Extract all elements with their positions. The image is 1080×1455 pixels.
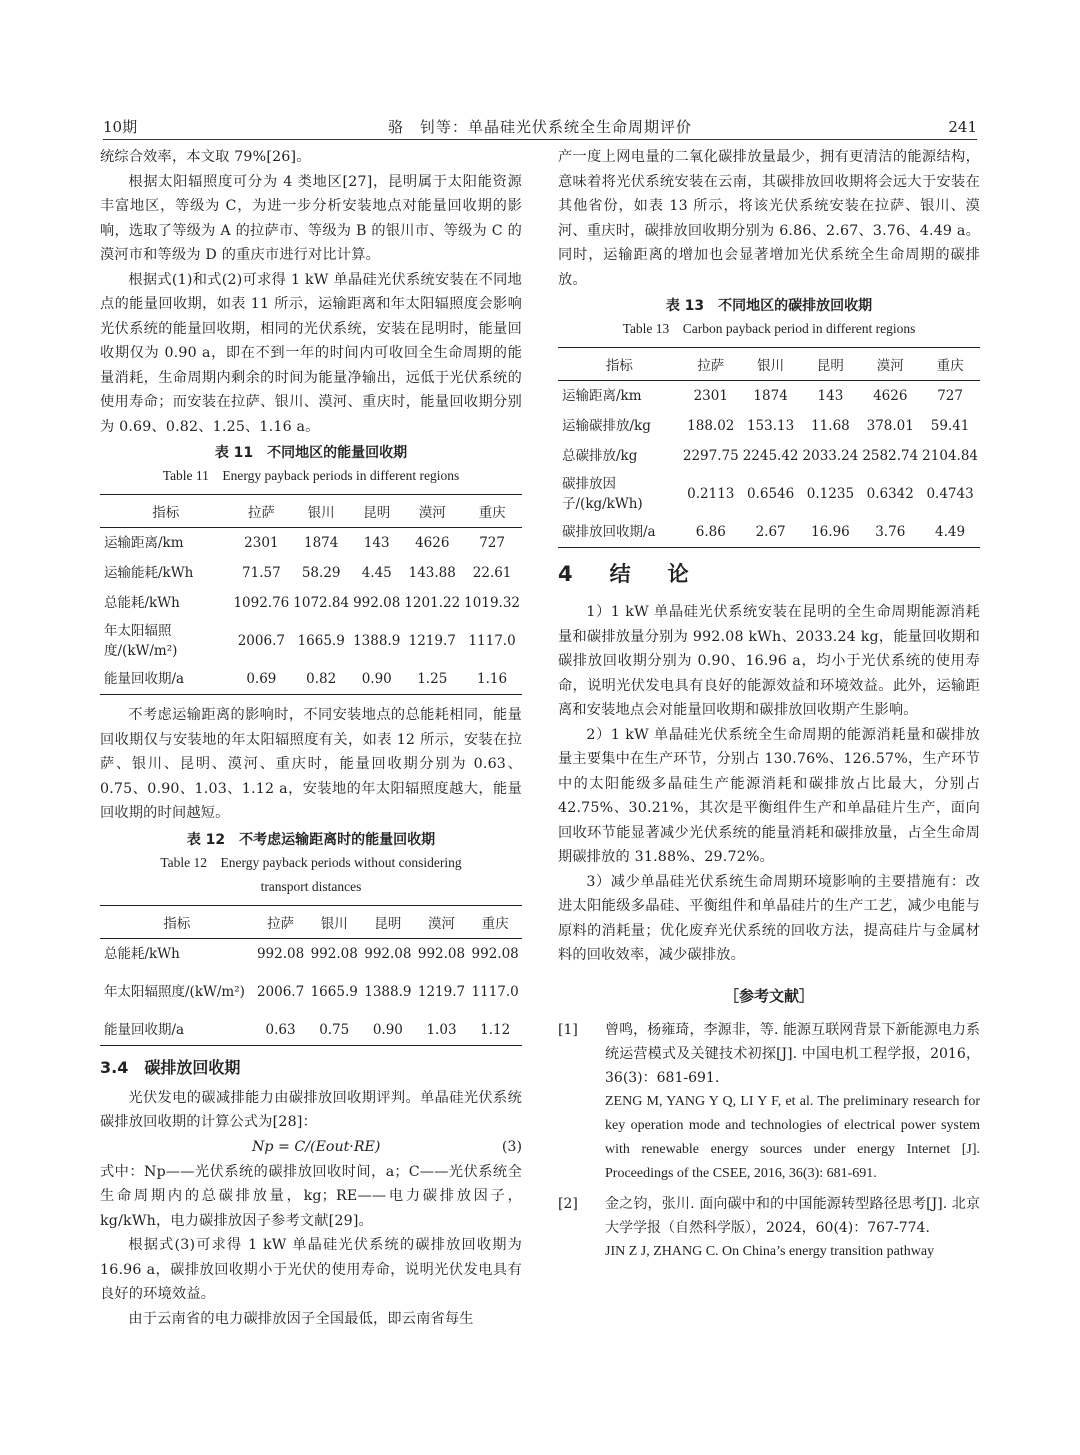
table-cell: 1092.76 (233, 595, 290, 611)
table-cell: 1117.0 (468, 633, 516, 649)
table-cell: 0.63 (265, 1021, 296, 1038)
table-row (100, 664, 522, 695)
table-header-cell: 指标 (100, 905, 254, 938)
table-cell: 2301 (244, 535, 279, 551)
table-row (100, 528, 522, 559)
table-cell: 727 (479, 535, 505, 551)
table-cell: 3.76 (875, 524, 906, 540)
table-cell: 0.90 (361, 671, 392, 687)
table-cell: 188.02 (687, 418, 735, 434)
paragraph: 根据式(3)可求得 1 kW 单晶硅光伏系统的碳排放回收期为 16.96 a，碳排放回收期小于光伏的使用寿命，说明光伏发电具有良好的环境效益。 (100, 1237, 522, 1302)
table-row (100, 938, 522, 969)
table-cell: 1219.7 (417, 983, 466, 1000)
table-cell: 2104.84 (922, 448, 978, 464)
table-cell: 1665.9 (310, 983, 358, 1000)
table-cell: 1874 (304, 535, 339, 551)
table-header-cell: 指标 (558, 348, 681, 381)
left-column (100, 145, 522, 1331)
right-column (558, 145, 980, 1264)
reference-number: [1] (558, 1021, 578, 1038)
equation-formula: Np = C/(Eout·RE) (252, 1138, 381, 1155)
table-cell: 0.1235 (806, 486, 855, 502)
table-header-row (558, 348, 980, 381)
table-cell: 992.08 (417, 945, 466, 962)
table-cell: 2.67 (755, 524, 786, 540)
table-cell: 71.57 (242, 565, 281, 581)
table-cell: 运输能耗/kWh (104, 565, 194, 581)
table-caption-cn: 表 12 不考虑运输距离时的能量回收期 (186, 831, 436, 848)
table-cell: 992.08 (471, 945, 519, 962)
table-cell: 总碳排放/kg (562, 448, 638, 464)
table-cell: 1117.0 (471, 983, 519, 1000)
table-header-cell: 银川 (291, 495, 351, 528)
paragraph: 1）1 kW 单晶硅光伏系统安装在昆明的全生命周期能源消耗量和碳排放量分别为 992.08 kWh、2033.24 kg，能量回收期和碳排放回收期分别为 0.90、16.96 a，均小于光伏系统的使用寿命，说明光伏发电具有良好的能源效益和环境效益。此外，运输距离和安装地点会对能量回收期和碳排放回收期产生影响。 (558, 604, 980, 718)
table-cell: 992.08 (310, 945, 358, 962)
table-row (558, 381, 980, 412)
table-cell: 6.86 (695, 524, 726, 540)
table-cell: 0.82 (306, 671, 337, 687)
table-caption-en: Table 13 Carbon payback period in different regions (622, 321, 916, 336)
table-13 (558, 347, 980, 548)
table-caption-cn: 表 11 不同地区的能量回收期 (214, 445, 408, 461)
paragraph: 式中：Np——光伏系统的碳排放回收时间，a；C——光伏系统全生命周期内的总碳排放量，kg；RE——电力碳排放因子，kg/kWh，电力碳排放因子参考文献[29]。 (100, 1163, 522, 1229)
table-caption-en: transport distances (260, 878, 362, 894)
reference-number: [2] (558, 1195, 578, 1212)
table-cell: 992.08 (353, 595, 401, 611)
table-cell: 1388.9 (353, 633, 401, 649)
table-cell: 能量回收期/a (104, 1021, 185, 1038)
table-cell: 1201.22 (404, 595, 461, 611)
table-cell: 1.12 (480, 1021, 511, 1038)
table-cell: 1.25 (417, 671, 448, 687)
table-cell: 2006.7 (237, 633, 285, 649)
table-cell: 143 (817, 388, 844, 404)
table-cell: 1019.32 (464, 595, 520, 611)
table-header-cell: 银川 (307, 905, 361, 938)
table-cell: 59.41 (930, 418, 970, 434)
section-heading: 4 结 论 (558, 562, 697, 586)
table-row (558, 517, 980, 548)
table-header-cell: 重庆 (920, 348, 980, 381)
table-header-cell: 指标 (100, 495, 231, 528)
table-header-row (100, 495, 522, 528)
table-cell: 58.29 (301, 565, 341, 581)
page-number: 241 (948, 118, 977, 136)
table-cell: 4.49 (935, 524, 966, 540)
table-cell: 总能耗/kWh (104, 595, 180, 611)
table-12 (100, 905, 522, 1046)
paragraph: 根据式(1)和式(2)可求得 1 kW 单晶硅光伏系统安装在不同地点的能量回收期，如表 11 所示，运输距离和年太阳辐照度会影响光伏系统的能量回收期，相同的光伏系统，安装在昆明时，能量回收期仅为 0.90 a，即在不到一年的时间内可收回全生命周期的能量消耗，生命周期内剩余的时间为能量净输出，远低于光伏系统的使用寿命；而安装在拉萨、银川、漠河、重庆时，能量回收期分别为 0.69、0.82、1.25、1.16 a。 (100, 271, 522, 435)
reference-item (558, 1018, 980, 1186)
table-cell: 4.45 (361, 565, 392, 581)
reference-text-en: ZENG M, YANG Y Q, LI Y F, et al. The preliminary research for key operation mode and technologies of electrical power system with renewable energy sources under energy Internet [J]. Proceedings of the CSEE, 2016, 36(3): 681-691. (605, 1093, 980, 1181)
table-header-cell: 昆明 (801, 348, 861, 381)
table-cell: 2297.75 (682, 448, 739, 464)
table-cell: 年太阳辐照度/(kW/m²) (104, 983, 245, 1000)
table-header-cell: 漠河 (402, 495, 462, 528)
table-header-cell: 昆明 (351, 495, 402, 528)
table-cell: 能量回收期/a (104, 671, 185, 687)
table-cell: 992.08 (364, 945, 412, 962)
table-cell: 运输碳排放/kg (562, 418, 651, 434)
table-cell: 11.68 (811, 418, 850, 434)
table-11 (100, 494, 522, 695)
issue-number: 10期 (103, 118, 138, 136)
table-header-cell: 漠河 (415, 905, 469, 938)
table-cell: 碳排放回收期/a (562, 524, 656, 540)
table-row (558, 471, 980, 517)
section-heading: 3.4 碳排放回收期 (100, 1057, 241, 1077)
table-header-cell: 拉萨 (254, 905, 308, 938)
table-cell: 2033.24 (802, 448, 859, 464)
table-cell: 992.08 (256, 945, 305, 962)
table-cell: 0.6546 (746, 486, 795, 502)
reference-item (558, 1192, 980, 1264)
paragraph: 2）1 kW 单晶硅光伏系统全生命周期的能源消耗量和碳排放量主要集中在生产环节，分别占 130.76%、126.57%，生产环节中的太阳能级多晶硅生产能源消耗和碳排放占比最大，分别占 42.75%、30.21%，其次是平衡组件生产和单晶硅片生产，面向回收环节能显著减少光伏系统的能量消耗和碳排放量，占全生命周期碳排放的 31.88%、29.72%。 (558, 726, 980, 865)
running-header (103, 115, 977, 140)
paragraph: 由于云南省的电力碳排放因子全国最低，即云南省每生 (128, 1310, 474, 1327)
table-header-cell: 重庆 (462, 495, 522, 528)
table-cell: 0.69 (246, 671, 277, 687)
table-cell: 727 (937, 388, 963, 404)
table-cell: 2301 (693, 388, 728, 404)
table-cell: 153.13 (746, 418, 795, 434)
paragraph: 根据太阳辐照度可分为 4 类地区[27]，昆明属于太阳能资源丰富地区，等级为 C，为进一步分析安装地点对能量回收期的影响，选取了等级为 A 的拉萨市、等级为 B 的银川市、等级为 C 的漠河市和等级为 D 的重庆市进行对比计算。 (100, 173, 522, 263)
reference-text-cn: 金之钧，张川. 面向碳中和的中国能源转型路径思考[J]. 北京大学学报（自然科学版），2024，60(4)：767-774. (605, 1195, 980, 1236)
table-cell: 1388.9 (364, 983, 412, 1000)
references-heading: ［参考文献］ (723, 986, 814, 1005)
table-cell: 0.4743 (926, 486, 974, 502)
table-row (100, 558, 522, 588)
paragraph: 3）减少单晶硅光伏系统生命周期环境影响的主要措施有：改进太阳能级多晶硅、平衡组件和单晶硅片的生产工艺，减少电能与原料的消耗量；优化废弃光伏系统的回收方法，提高硅片与金属材料的回收效率，减少碳排放。 (558, 873, 980, 963)
table-cell: 16.96 (811, 524, 850, 540)
paragraph: 光伏发电的碳减排能力由碳排放回收期评判。单晶硅光伏系统碳排放回收期的计算公式为[28]： (100, 1089, 522, 1130)
table-cell: 1665.9 (297, 633, 345, 649)
table-cell: 0.90 (372, 1021, 403, 1038)
table-cell: 碳排放因子/(kg/kWh) (562, 476, 643, 512)
table-cell: 1.16 (477, 671, 508, 687)
table-cell: 0.6342 (866, 486, 914, 502)
table-row (100, 588, 522, 618)
running-title: 骆 钊等：单晶硅光伏系统全生命周期评价 (387, 118, 692, 136)
table-cell: 22.61 (472, 565, 512, 581)
table-caption-cn: 表 13 不同地区的碳排放回收期 (665, 298, 873, 314)
table-row (100, 969, 522, 1015)
table-cell: 1072.84 (293, 595, 350, 611)
table-header-cell: 银川 (741, 348, 801, 381)
paragraph: 不考虑运输距离的影响时，不同安装地点的总能耗相同，能量回收期仅与安装地的年太阳辐照度有关，如表 12 所示，安装在拉萨、银川、昆明、漠河、重庆时，能量回收期分别为 0.63、0.75、0.90、1.03、1.12 a，安装地的年太阳辐照度越大，能量回收期的时间越短。 (100, 707, 522, 821)
table-cell: 4626 (415, 535, 450, 551)
table-header-row (100, 905, 522, 938)
table-cell: 1874 (753, 388, 788, 404)
table-row (558, 411, 980, 441)
table-cell: 运输距离/km (104, 535, 184, 551)
table-header-cell: 拉萨 (681, 348, 741, 381)
reference-text-cn: 曾鸣，杨雍琦，李源非，等. 能源互联网背景下新能源电力系统运营模式及关键技术初探[J]. 中国电机工程学报，2016，36(3)：681-691. (605, 1021, 980, 1086)
table-cell: 378.01 (866, 418, 914, 434)
table-row (100, 618, 522, 664)
table-cell: 1219.7 (408, 633, 456, 649)
table-cell: 2582.74 (862, 448, 919, 464)
paragraph: 产一度上网电量的二氧化碳排放量最少，拥有更清洁的能源结构，意味着将光伏系统安装在云南，其碳排放回收期将会远大于安装在其他省份，如表 13 所示，将该光伏系统安装在拉萨、银川、漠河、重庆时，碳排放回收期分别为 6.86、2.67、3.76、4.49 a。同时，运输距离的增加也会显著增加光伏系统全生命周期的碳排放。 (558, 149, 980, 288)
table-cell: 0.2113 (687, 486, 735, 502)
table-cell: 1.03 (426, 1021, 457, 1038)
table-cell: 运输距离/km (562, 388, 642, 404)
table-cell: 总能耗/kWh (104, 945, 180, 962)
equation (100, 1135, 522, 1160)
table-header-cell: 重庆 (468, 905, 522, 938)
table-cell: 年太阳辐照度/(kW/m²) (104, 623, 178, 659)
table-caption-en: Table 12 Energy payback periods without considering (160, 854, 462, 870)
table-cell: 143 (363, 535, 390, 551)
table-cell: 2245.42 (742, 448, 799, 464)
paragraph: 统综合效率，本文取 79%[26]。 (100, 149, 311, 165)
table-header-cell: 昆明 (361, 905, 415, 938)
table-cell: 4626 (873, 388, 908, 404)
table-row (558, 441, 980, 471)
table-row (100, 1015, 522, 1046)
table-cell: 0.75 (319, 1021, 350, 1038)
reference-text-en: JIN Z J, ZHANG C. On China’s energy transition pathway (605, 1243, 935, 1259)
table-caption-en: Table 11 Energy payback periods in different regions (162, 468, 460, 483)
table-header-cell: 漠河 (860, 348, 920, 381)
table-cell: 2006.7 (256, 983, 305, 1000)
table-cell: 143.88 (408, 565, 456, 581)
equation-number: (3) (501, 1138, 522, 1155)
table-header-cell: 拉萨 (231, 495, 291, 528)
